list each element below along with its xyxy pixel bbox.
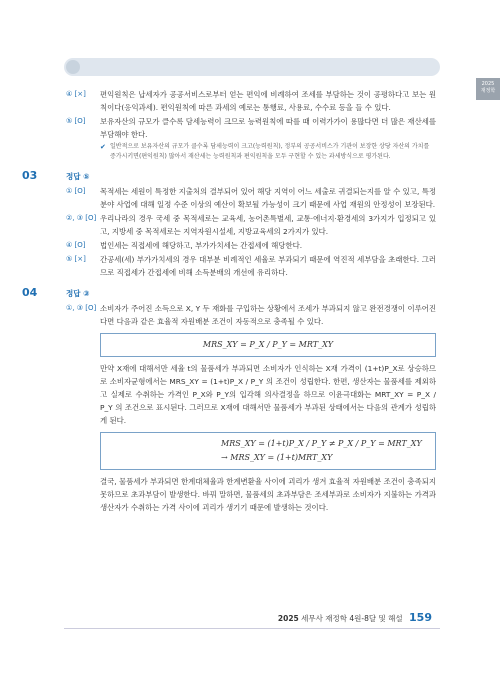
question-04 [22, 286, 436, 514]
footer-year: 2025 [277, 614, 299, 623]
item-text: 목적세는 세원이 특정한 지출처의 결부되어 있어 해당 지역이 어느 세출로 귀결되는지를 알 수 있고, 특정 분야 사업에 대해 일정 수준 이상의 예산이 확보될 가능성이 크기 때문에 사업 재원의 안정성이 보장된다. [100, 187, 436, 209]
item-text: 편익원칙은 납세자가 공공서비스로부터 얻는 편익에 비례하여 조세를 부담하는 것이 공평하다고 보는 원칙이다(응익과세). 편익원칙에 따른 과세의 예로는 통행료, 사용료, 수수료 등을 들 수 있다. [100, 90, 436, 112]
list-item [66, 212, 436, 238]
header-circle [66, 60, 80, 74]
item-text: 우리나라의 경우 국세 중 목적세로는 교육세, 농어촌특별세, 교통·에너지·환경세의 3가지가 입정되고 있고, 지방세 중 목적세로는 지역자원시설세, 지방교육세의 2가지가 있다. [100, 214, 436, 236]
question-number: 03 [22, 169, 38, 182]
question-03 [22, 169, 436, 279]
page-footer [278, 611, 432, 624]
list-item [66, 253, 436, 279]
item-marker: ④ [O] [66, 241, 86, 249]
list-item [66, 302, 436, 328]
formula-line: → MRS_XY = (1+t)MRT_XY [221, 453, 333, 462]
list-item [66, 239, 436, 252]
answer-label: 정답 ③ [66, 289, 90, 298]
check-icon: ✔ [100, 143, 106, 151]
paragraph: 결국, 물품세가 부과되면 한계대체율과 한계변환율 사이에 괴리가 생겨 효율적 자원배분 조건이 충족되지 못하므로 초과부담이 발생한다. 바꿔 말하면, 물품세의 초과부담은 조세부과로 소비자가 지불하는 가격과 생산자가 수취하는 가격 사이에 괴리가 생기기 때문에 발생하는 것이다. [100, 477, 436, 512]
item-text: 소비자가 주어진 소득으로 X, Y 두 재화를 구입하는 상황에서 조세가 부과되지 않고 완전경쟁이 이루어진다면 다음과 같은 효율적 자원배분 조건이 자동적으로 충족될 수 있다. [100, 304, 436, 326]
header-bar [64, 58, 440, 76]
formula-line: MRS_XY = (1+t)P_X / P_Y ≠ P_X / P_Y = MRT_XY [221, 439, 422, 448]
page-number: 159 [409, 611, 432, 624]
formula-box [100, 432, 436, 470]
item-text: 법인세는 직접세에 해당하고, 부가가치세는 간접세에 해당한다. [100, 241, 303, 250]
item-text: 간공세(세) 부가가치세의 경우 대부분 비례적인 세율로 부과되기 때문에 역진적 세부담을 초래한다. 그러므로 직접세가 간접세에 비해 소득분배의 개선에 유리하다. [100, 255, 436, 277]
question-number: 04 [22, 286, 38, 299]
side-tab[interactable] [476, 78, 500, 100]
item-marker: ⑤ [O] [66, 117, 86, 125]
side-tab-subject: 재정학 [480, 88, 496, 94]
paragraph: 만약 X재에 대해서만 세율 t의 물품세가 부과되면 소비자가 인식하는 X재 가격이 (1+t)P_X로 상승하므로 소비자균형에서는 MRS_XY = (1+t)P_X / P_Y 의 조건이 성립한다. 한편, 생산자는 물품세를 제외하고 실제로 수취하는 가격인 P_X와 P_Y의 입각해 의사결정을 하므로 이윤극대화는 MRT_XY = P_X / P_Y 의 조건으로 표시된다. 그러므로 X재에 대해서만 물품세가 부과된 상태에서는 다음의 관계가 성립하게 된다. [100, 364, 436, 425]
item-marker: ④ [×] [66, 90, 86, 98]
list-item [66, 115, 436, 141]
answer-content [22, 88, 436, 514]
item-marker: ②, ③ [O] [66, 214, 97, 222]
item-marker: ①, ③ [O] [66, 304, 97, 312]
footer-book-title: 세무사 재정학 4원-8달 및 해설 [301, 614, 403, 623]
item-marker: ⑤ [×] [66, 255, 86, 263]
note-text: 일반적으로 보유자산의 규모가 클수록 담세능력이 크고(능력원칙), 정부의 공공서비스가 기관이 보장한 상당 자산의 가치를 증가시키면(편익원칙) 많아서 재산세는 능력원칙과 편익원칙을 모두 구현할 수 있는 과세방식으로 평가된다. [110, 143, 430, 160]
formula-box: MRS_XY = P_X / P_Y = MRT_XY [100, 333, 436, 357]
item-marker: ① [O] [66, 187, 86, 195]
footer-divider [64, 628, 440, 629]
list-item [66, 185, 436, 211]
list-item [66, 88, 436, 114]
side-tab-year: 2025 [481, 81, 495, 87]
item-text: 보유자산의 규모가 클수록 담세능력이 크므로 능력원칙에 따를 때 이력가가이 용많다면 더 많은 재산세를 부담해야 한다. [100, 117, 436, 139]
answer-label: 정답 ⑤ [66, 172, 90, 181]
note [100, 142, 436, 162]
